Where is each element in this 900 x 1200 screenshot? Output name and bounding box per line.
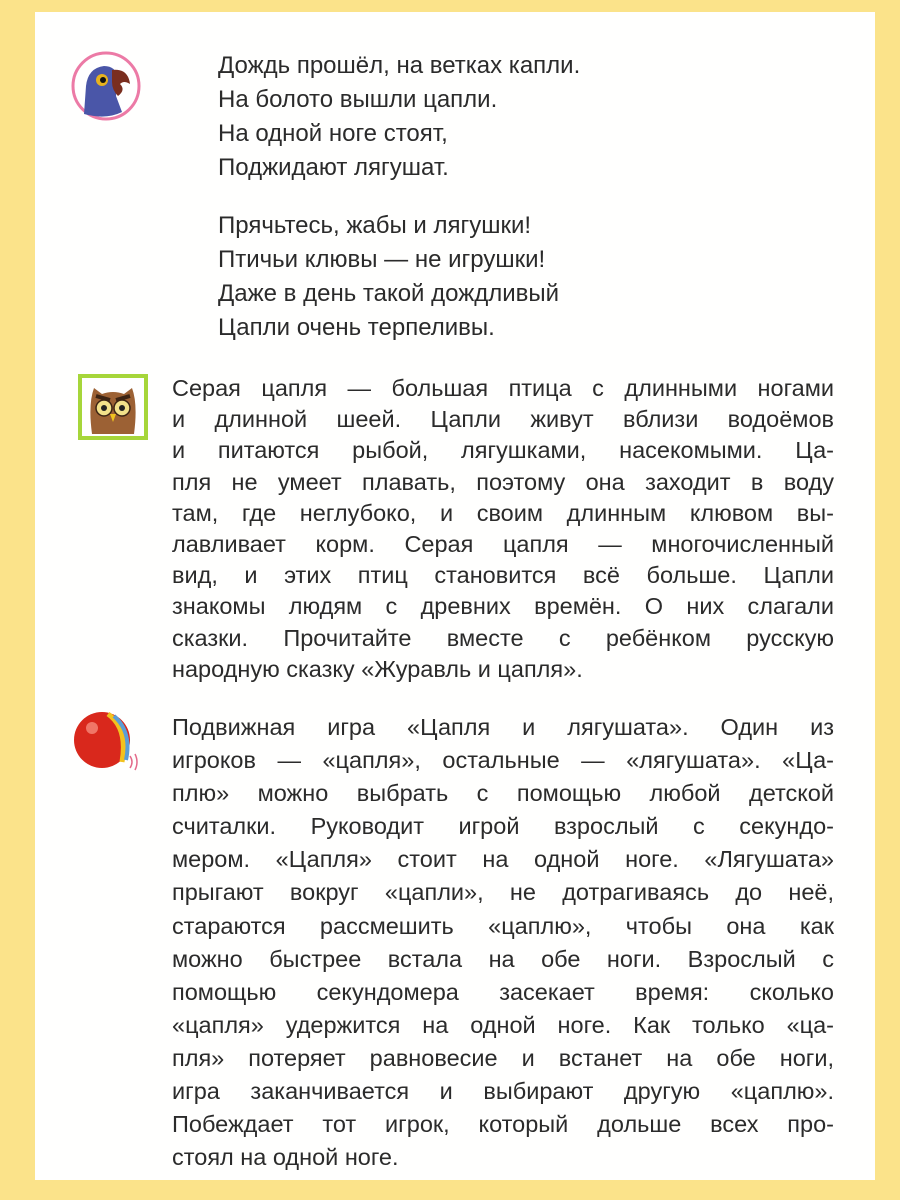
paragraph-line: «цапля» удержится на одной ноге. Как только «ца- (172, 1011, 834, 1038)
poem-line: Птичьи клювы — не игрушки! (218, 246, 546, 273)
ball-icon (72, 710, 140, 774)
poem-line: Дождь прошёл, на ветках капли. (218, 52, 581, 79)
paragraph-line: знакомы людям с древних времён. О них слагали (172, 593, 834, 620)
poem-stanza-1 (218, 49, 580, 185)
poem-line: На одной ноге стоят, (218, 120, 448, 147)
paragraph-line: игра заканчивается и выбирают другую «цаплю». (172, 1078, 834, 1105)
owl-icon (78, 374, 148, 440)
paragraph-line: Побеждает тот игрок, который дольше всех про- (172, 1111, 834, 1138)
poem-line: Даже в день такой дождливый (218, 280, 560, 307)
paragraph-line: прыгают вокруг «цапли», не дотрагиваясь до неё, (172, 879, 834, 906)
paragraph-line: народную сказку «Журавль и цапля». (172, 655, 583, 682)
paragraph-line: Серая цапля — большая птица с длинными ногами (172, 375, 834, 401)
paragraph-line: пля» потеряет равновесие и встанет на обе ноги, (172, 1044, 834, 1071)
paragraph-line: помощью секундомера засекает время: сколько (172, 978, 834, 1005)
paragraph-line: стараются рассмешить «цаплю», чтобы она как (172, 912, 834, 939)
paragraph-line: считалки. Руководит игрой взрослый с секундо- (172, 813, 834, 840)
game-paragraph (172, 711, 834, 1174)
paragraph-line: и питаются рыбой, лягушками, насекомыми. Ца- (172, 437, 834, 464)
paragraph-line: и длинной шеей. Цапли живут вблизи водоёмов (172, 406, 834, 433)
paragraph-line: можно быстрее встала на обе ноги. Взрослый с (172, 945, 834, 972)
paragraph-line: мером. «Цапля» стоит на одной ноге. «Лягушата» (172, 846, 834, 873)
paragraph-line: вид, и этих птиц становится всё больше. Цапли (172, 562, 834, 589)
paragraph-line: плю» можно выбрать с помощью любой детской (172, 780, 834, 807)
parrot-icon (70, 50, 142, 122)
paragraph-line: пля не умеет плавать, поэтому она заходит в воду (172, 468, 834, 495)
paragraph-line: игроков — «цапля», остальные — «лягушата». «Ца- (172, 747, 834, 774)
paragraph-line: там, где неглубоко, и своим длинным клювом вы- (172, 499, 834, 526)
paragraph-line: сказки. Прочитайте вместе с ребёнком русскую (172, 624, 834, 651)
paragraph-line: лавливает корм. Серая цапля — многочисленный (172, 531, 834, 558)
poem-line: Прячьтесь, жабы и лягушки! (218, 212, 532, 239)
poem-stanza-2 (218, 209, 559, 345)
poem-line: Поджидают лягушат. (218, 154, 449, 181)
paragraph-line: стоял на одной ноге. (172, 1144, 399, 1171)
poem-line: Цапли очень терпеливы. (218, 314, 495, 341)
info-paragraph (172, 373, 834, 685)
poem-line: На болото вышли цапли. (218, 86, 498, 113)
paragraph-line: Подвижная игра «Цапля и лягушата». Один из (172, 714, 834, 740)
